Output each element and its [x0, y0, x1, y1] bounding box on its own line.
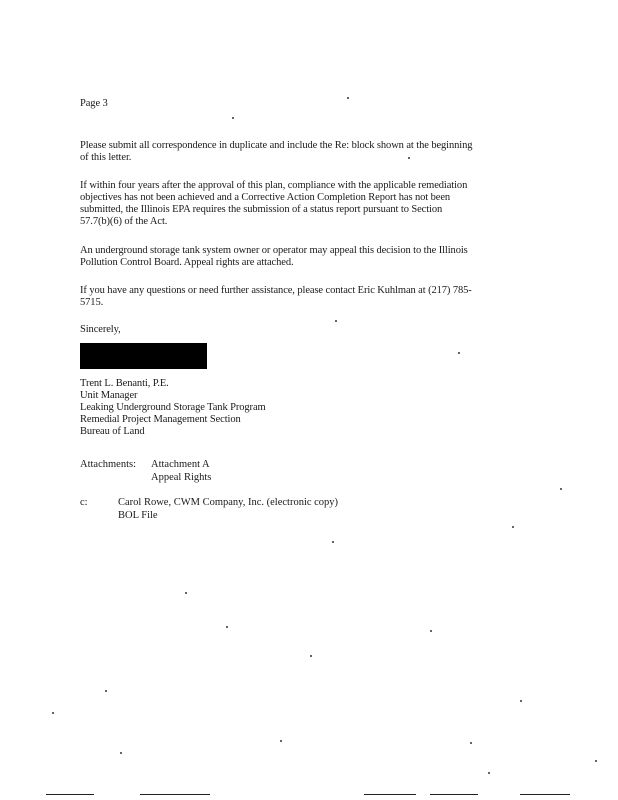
- scan-edge-line: [140, 794, 210, 795]
- signer-title: Unit Manager: [80, 390, 138, 401]
- attachment-item: Attachment A: [151, 459, 210, 470]
- paragraph-line: Please submit all correspondence in duplicate and include the Re: block shown at the beginning: [80, 140, 473, 151]
- paragraph-line: If you have any questions or need further assistance, please contact Eric Kuhlman at (217) 785-: [80, 285, 472, 296]
- paragraph-line: 5715.: [80, 297, 104, 308]
- paragraph-line: An underground storage tank system owner or operator may appeal this decision to the Illinois: [80, 245, 468, 256]
- scan-speck: [595, 760, 597, 762]
- scan-speck: [226, 626, 228, 628]
- scan-speck: [185, 592, 187, 594]
- scan-speck: [52, 712, 54, 714]
- signer-section: Remedial Project Management Section: [80, 414, 241, 425]
- scan-speck: [458, 352, 460, 354]
- scan-speck: [280, 740, 282, 742]
- attachments-list: [151, 458, 211, 484]
- paragraph-line: of this letter.: [80, 152, 132, 163]
- page-number: [80, 98, 530, 110]
- closing-text: Sincerely,: [80, 324, 121, 335]
- cc-list: [118, 496, 338, 522]
- signer-program: Leaking Underground Storage Tank Program: [80, 402, 266, 413]
- cc-item: BOL File: [118, 510, 158, 521]
- page-number-label: Page 3: [80, 98, 108, 109]
- scan-speck: [470, 742, 472, 744]
- paragraph-contact: [80, 285, 530, 309]
- scan-speck: [335, 320, 337, 322]
- scan-speck: [232, 117, 234, 119]
- scan-edge-line: [520, 794, 570, 795]
- scan-edge-line: [430, 794, 478, 795]
- cc-item: Carol Rowe, CWM Company, Inc. (electronic copy): [118, 497, 339, 508]
- attachments-label: Attachments:: [80, 459, 136, 470]
- paragraph-status-report: [80, 180, 530, 228]
- cc-label: c:: [80, 497, 88, 508]
- scan-speck: [310, 655, 312, 657]
- paragraph-line: objectives has not been achieved and a Corrective Action Completion Report has not been: [80, 192, 451, 203]
- paragraph-line: Pollution Control Board. Appeal rights are attached.: [80, 257, 294, 268]
- paragraph-appeal: [80, 245, 530, 269]
- scan-speck: [560, 488, 562, 490]
- scan-speck: [105, 690, 107, 692]
- scan-speck: [408, 157, 410, 159]
- closing-salutation: [80, 324, 530, 336]
- paragraph-line: submitted, the Illinois EPA requires the submission of a status report pursuant to Section: [80, 204, 443, 215]
- scan-speck: [347, 97, 349, 99]
- attachment-item: Appeal Rights: [151, 472, 212, 483]
- paragraph-line: 57.7(b)(6) of the Act.: [80, 216, 168, 227]
- paragraph-correspondence: [80, 140, 530, 164]
- redacted-signature: [80, 343, 207, 369]
- signer-name: Trent L. Benanti, P.E.: [80, 378, 169, 389]
- scan-speck: [488, 772, 490, 774]
- scan-speck: [430, 630, 432, 632]
- signature-block: [80, 378, 530, 438]
- paragraph-line: If within four years after the approval of this plan, compliance with the applicable remediation: [80, 180, 468, 191]
- scan-edge-line: [364, 794, 416, 795]
- scan-speck: [520, 700, 522, 702]
- scan-edge-line: [46, 794, 94, 795]
- signer-bureau: Bureau of Land: [80, 426, 145, 437]
- scan-speck: [120, 752, 122, 754]
- scan-speck: [332, 541, 334, 543]
- scan-speck: [512, 526, 514, 528]
